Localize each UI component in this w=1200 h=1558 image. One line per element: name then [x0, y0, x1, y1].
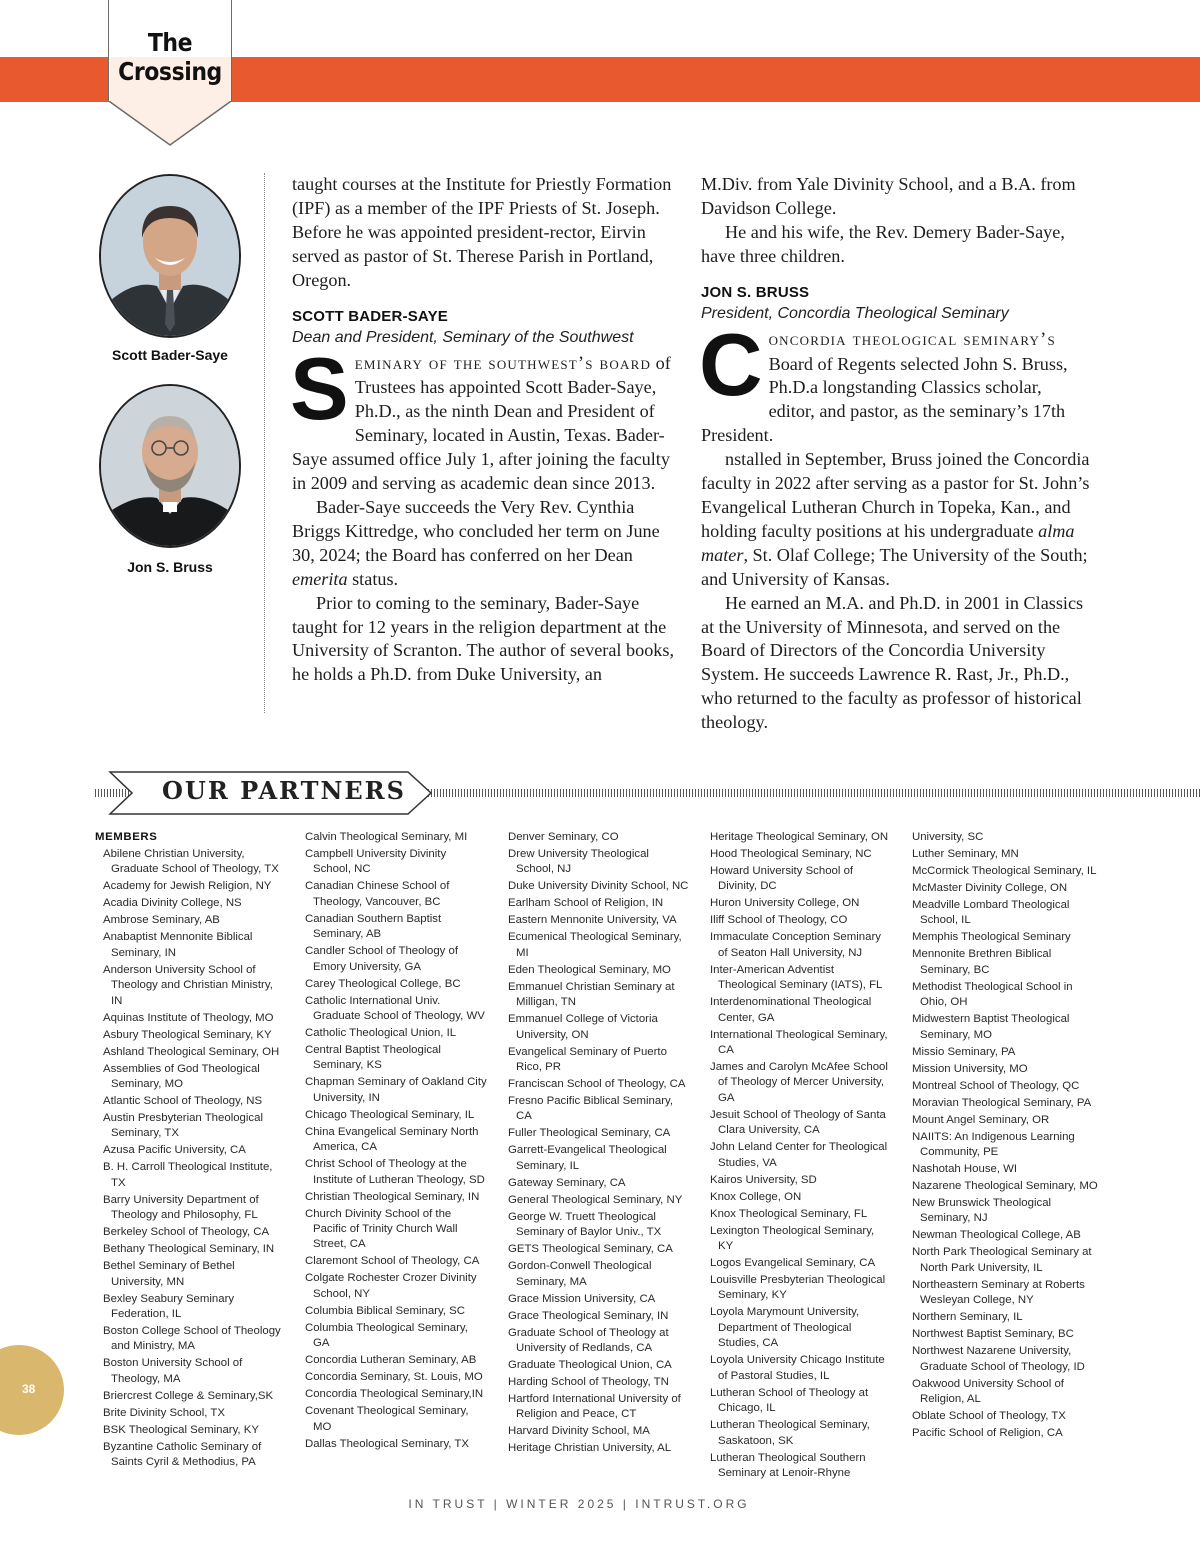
partner-item: Pacific School of Religion, CA — [912, 1427, 1063, 1440]
partner-item: Northwest Nazarene University, Graduate School of Theology, ID — [912, 1345, 1085, 1373]
partner-item: Ecumenical Theological Seminary, MI — [508, 931, 682, 959]
partner-item: Carey Theological College, BC — [305, 977, 461, 990]
partner-item: Church Divinity School of the Pacific of Trinity Church Wall Street, CA — [305, 1207, 458, 1251]
partners-column-1 — [95, 830, 285, 1472]
partner-item: Northern Seminary, IL — [912, 1311, 1023, 1324]
partner-item: Harvard Divinity School, MA — [508, 1425, 650, 1438]
members-heading: MEMBERS — [95, 831, 158, 843]
partner-item: Oakwood University School of Religion, AL — [912, 1377, 1064, 1406]
partner-item: Mission University, MO — [912, 1062, 1028, 1075]
partner-item: Lexington Theological Seminary, KY — [710, 1224, 875, 1253]
col2-paragraph-1: M.Div. from Yale Divinity School, and a B.A. from Davidson College. — [701, 174, 1076, 218]
partner-item: Immaculate Conception Seminary of Seaton Hall University, NJ — [710, 931, 881, 959]
partners-column-3 — [500, 830, 690, 1458]
partner-item: Dallas Theological Seminary, TX — [305, 1437, 469, 1450]
col2-paragraph-2: He and his wife, the Rev. Demery Bader-Saye, have three children. — [701, 221, 1065, 266]
partner-item: Huron University College, ON — [710, 897, 860, 910]
partner-item: Lutheran Theological Southern Seminary at Lenoir-Rhyne — [710, 1451, 866, 1479]
partners-column-5 — [904, 830, 1098, 1443]
partner-item: McCormick Theological Seminary, IL — [912, 865, 1097, 877]
partner-item: Logos Evangelical Seminary, CA — [710, 1257, 876, 1270]
portrait-scott-image — [101, 176, 239, 336]
partner-item: Oblate School of Theology, TX — [912, 1410, 1066, 1423]
partner-item: Catholic Theological Union, IL — [305, 1027, 457, 1040]
partner-item: Loyola University Chicago Institute of Pastoral Studies, IL — [710, 1354, 885, 1382]
partner-item: Concordia Lutheran Seminary, AB — [305, 1354, 477, 1367]
partner-item: Catholic International Univ. Graduate School of Theology, WV — [305, 994, 485, 1023]
scott-paragraph-2: Bader-Saye succeeds the Very Rev. Cynthia Briggs Kittredge, who concluded her term on June 30, 2024; the Board has conferred on her Dean emerita status. — [292, 496, 660, 589]
partner-item: Nashotah House, WI — [912, 1163, 1018, 1176]
partner-item: Iliff School of Theology, CO — [710, 914, 848, 927]
partner-item: Emmanuel Christian Seminary at Milligan, TN — [508, 980, 675, 1009]
spacer — [292, 293, 682, 307]
partner-item: General Theological Seminary, NY — [508, 1193, 683, 1206]
partners-list — [297, 830, 487, 1452]
partner-item: Graduate School of Theology at University of Redlands, CA — [508, 1326, 669, 1355]
jon-paragraph-1 — [699, 314, 1091, 449]
partner-item: Central Baptist Theological Seminary, KS — [305, 1044, 441, 1072]
partner-item: Columbia Theological Seminary, GA — [305, 1321, 468, 1350]
partner-item: Boston College School of Theology and Ministry, MA — [103, 1325, 281, 1353]
partner-item: Eastern Mennonite University, VA — [508, 914, 677, 927]
partner-item: Hartford International University of Religion and Peace, CT — [508, 1393, 681, 1421]
partner-item: Bexley Seabury Seminary Federation, IL — [103, 1292, 235, 1321]
partner-item: Chicago Theological Seminary, IL — [305, 1108, 475, 1121]
partner-item: Brite Divinity School, TX — [103, 1406, 225, 1419]
partner-item: Eden Theological Seminary, MO — [508, 963, 671, 976]
partner-item: Grace Mission University, CA — [508, 1292, 656, 1305]
partner-item: Acadia Divinity College, NS — [103, 897, 242, 910]
partner-item: Northwest Baptist Seminary, BC — [912, 1328, 1074, 1341]
partner-item: Briercrest College & Seminary,SK — [103, 1389, 274, 1402]
partner-item: Howard University School of Divinity, DC — [710, 865, 854, 893]
partner-item: Bethany Theological Seminary, IN — [103, 1243, 275, 1256]
partner-item: Heritage Christian University, AL — [508, 1442, 672, 1455]
partner-item: Heritage Theological Seminary, ON — [710, 831, 889, 843]
partner-item: Candler School of Theology of Emory University, GA — [305, 945, 459, 973]
partner-item: Lutheran School of Theology at Chicago, IL — [710, 1386, 869, 1415]
partner-item: Boston University School of Theology, MA — [103, 1357, 243, 1385]
portrait-scott-bader-saye — [99, 174, 241, 338]
partner-item: Moravian Theological Seminary, PA — [912, 1096, 1092, 1109]
article-column-2 — [701, 173, 1091, 735]
partner-item: Berkeley School of Theology, CA — [103, 1226, 270, 1239]
partner-item: Lutheran Theological Seminary, Saskatoon, SK — [710, 1419, 870, 1447]
portrait-jon-image — [101, 386, 239, 546]
partner-item: Atlantic School of Theology, NS — [103, 1095, 263, 1108]
partner-item: Covenant Theological Seminary, MO — [305, 1405, 469, 1433]
partner-item: Assemblies of God Theological Seminary, MO — [103, 1062, 260, 1091]
partner-item: Austin Presbyterian Theological Seminary, TX — [103, 1112, 263, 1140]
page-number: 38 — [22, 1382, 36, 1396]
partner-item: Christian Theological Seminary, IN — [305, 1190, 480, 1203]
partner-item: International Theological Seminary, CA — [710, 1028, 888, 1057]
profile-role-jon: President, Concordia Theological Seminary — [701, 304, 1009, 322]
partner-item: Ambrose Seminary, AB — [103, 914, 220, 927]
partners-column-4 — [702, 830, 892, 1483]
intro-paragraph: taught courses at the Institute for Priestly Formation (IPF) as a member of the IPF Priests of St. Joseph. Before he was appointed president-rector, Eirvin served as pastor of St. Therese Parish in Portland, Oregon. — [292, 174, 672, 290]
partner-item: Canadian Southern Baptist Seminary, AB — [305, 912, 442, 941]
partner-item: Azusa Pacific University, CA — [103, 1144, 246, 1157]
partners-list — [500, 830, 690, 1457]
partner-item: Byzantine Catholic Seminary of Saints Cyril & Methodius, PA — [103, 1440, 262, 1469]
partner-item: Louisville Presbyterian Theological Seminary, KY — [710, 1274, 886, 1302]
partner-item: Interdenominational Theological Center, GA — [710, 996, 872, 1024]
jon-paragraph-3: He earned an M.A. and Ph.D. in 2001 in Classics at the University of Minnesota, and served on the Board of Directors of the Concordia University System. He succeeds Lawrence R. Rast, Jr., Ph.D., who returned to the faculty as professor of historical theology. — [701, 592, 1084, 733]
partner-item: John Leland Center for Theological Studies, VA — [710, 1141, 888, 1169]
partner-item: Franciscan School of Theology, CA — [508, 1078, 686, 1091]
article-column-1 — [292, 173, 682, 687]
partner-item: Jesuit School of Theology of Santa Clara University, CA — [710, 1108, 886, 1137]
portrait-jon-bruss — [99, 384, 241, 548]
partner-item: George W. Truett Theological Seminary of Baylor Univ., TX — [508, 1210, 662, 1239]
partner-item: Hood Theological Seminary, NC — [710, 848, 872, 860]
paragraph-text: Board of Regents selected John S. Bruss, Ph.D.a longstanding Classics scholar, editor, and pastor, as the seminary’s 17th President. — [701, 353, 1068, 446]
partner-item: Aquinas Institute of Theology, MO — [103, 1011, 274, 1024]
partner-item: B. H. Carroll Theological Institute, TX — [103, 1161, 273, 1189]
footer-masthead: IN TRUST | WINTER 2025 | INTRUST.ORG — [408, 1497, 750, 1511]
partner-item: Mount Angel Seminary, OR — [912, 1113, 1050, 1126]
partner-item: Harding School of Theology, TN — [508, 1376, 669, 1389]
drop-cap: C — [699, 314, 763, 414]
scott-paragraph-3: Prior to coming to the seminary, Bader-Saye taught for 12 years in the religion department at the University of Scranton. The author of several books, he holds a Ph.D. from Duke University, an — [292, 592, 675, 685]
partner-item: Gordon-Conwell Theological Seminary, MA — [508, 1260, 652, 1288]
partners-list — [702, 830, 892, 1481]
partner-item: Anabaptist Mennonite Biblical Seminary, IN — [103, 931, 253, 959]
paragraph-text: of Trustees has appointed Scott Bader-Saye, Ph.D., as the ninth Dean and President of Seminary, located in Austin, Texas. Bader-Saye assumed office July 1, after joining the faculty in 2009 and serving as academic dean since 2013. — [292, 352, 671, 494]
partner-item: China Evangelical Seminary North America, CA — [305, 1125, 479, 1154]
partners-title: OUR PARTNERS — [162, 776, 406, 805]
partner-item: Bethel Seminary of Bethel University, MN — [103, 1260, 235, 1288]
partner-item: Newman Theological College, AB — [912, 1229, 1081, 1242]
partner-item: Memphis Theological Seminary — [912, 931, 1071, 944]
portrait-caption: Jon S. Bruss — [127, 559, 213, 575]
partner-item: Christ School of Theology at the Institute of Lutheran Theology, SD — [305, 1158, 485, 1186]
partner-item: Graduate Theological Union, CA — [508, 1359, 672, 1372]
partner-item: Kairos University, SD — [710, 1173, 817, 1186]
partner-item: Campbell University Divinity School, NC — [305, 848, 447, 876]
partner-item: Fuller Theological Seminary, CA — [508, 1127, 671, 1140]
portrait-caption: Scott Bader-Saye — [112, 347, 228, 363]
lead-in: eminary of the southwest’s board — [354, 353, 652, 374]
section-title: The Crossing — [118, 28, 222, 86]
profile-role-scott: Dean and President, Seminary of the Southwest — [292, 328, 634, 346]
partner-item: Duke University Divinity School, NC — [508, 880, 689, 893]
partner-item: Earlham School of Religion, IN — [508, 897, 664, 910]
partner-item: Missio Seminary, PA — [912, 1045, 1016, 1058]
section-tab-point — [108, 101, 232, 147]
partner-item: Canadian Chinese School of Theology, Vancouver, BC — [305, 880, 450, 908]
partner-item: Methodist Theological School in Ohio, OH — [912, 980, 1073, 1009]
partner-item: Emmanuel College of Victoria University, ON — [508, 1013, 658, 1041]
partner-item: Colgate Rochester Crozer Divinity School, NY — [305, 1272, 477, 1300]
partner-item: University, SC — [912, 831, 984, 843]
partner-item: Barry University Department of Theology and Philosophy, FL — [103, 1193, 259, 1222]
partner-item: Knox College, ON — [710, 1190, 802, 1203]
partner-item: Nazarene Theological Seminary, MO — [912, 1180, 1098, 1193]
partner-item: New Brunswick Theological Seminary, NJ — [912, 1197, 1052, 1225]
partner-item: Anderson University School of Theology and Christian Ministry, IN — [103, 963, 273, 1007]
partners-list — [95, 847, 285, 1471]
partner-item: NAIITS: An Indigenous Learning Community, PE — [912, 1130, 1075, 1159]
partner-item: Academy for Jewish Religion, NY — [103, 880, 272, 893]
partner-item: Concordia Theological Seminary,IN — [305, 1388, 484, 1401]
partner-item: Ashland Theological Seminary, OH — [103, 1045, 280, 1058]
partner-item: Fresno Pacific Biblical Seminary, CA — [508, 1095, 674, 1123]
partner-item: James and Carolyn McAfee School of Theology of Mercer University, GA — [710, 1061, 888, 1104]
drop-cap: S — [290, 338, 349, 438]
partner-item: Chapman Seminary of Oakland City University, IN — [305, 1076, 487, 1104]
partner-item: Claremont School of Theology, CA — [305, 1255, 480, 1268]
profile-name-scott: SCOTT BADER-SAYE — [292, 307, 448, 325]
partner-item: Asbury Theological Seminary, KY — [103, 1028, 272, 1041]
partners-column-2 — [297, 830, 487, 1454]
jon-paragraph-2: nstalled in September, Bruss joined the Concordia faculty in 2022 after serving as a pastor for St. John’s Evangelical Lutheran Church in Topeka, Kan., and holding faculty positions at his undergraduate alma mater, St. Olaf College; The University of the South; and University of Kansas. — [701, 449, 1090, 589]
partner-item: Evangelical Seminary of Puerto Rico, PR — [508, 1045, 667, 1074]
partners-list — [904, 830, 1098, 1441]
partner-item: North Park Theological Seminary at North Park University, IL — [912, 1246, 1092, 1274]
partner-item: Grace Theological Seminary, IN — [508, 1309, 669, 1322]
partner-item: Montreal School of Theology, QC — [912, 1079, 1080, 1092]
partner-item: Knox Theological Seminary, FL — [710, 1207, 868, 1220]
partner-item: GETS Theological Seminary, CA — [508, 1243, 673, 1256]
partner-item: Denver Seminary, CO — [508, 831, 619, 843]
partner-item: Loyola Marymount University, Department of Theological Studies, CA — [710, 1306, 860, 1350]
partner-item: Columbia Biblical Seminary, SC — [305, 1304, 465, 1317]
partner-item: Northeastern Seminary at Roberts Wesleyan College, NY — [912, 1278, 1085, 1307]
partner-item: Abilene Christian University, Graduate School of Theology, TX — [103, 848, 279, 876]
partner-item: Drew University Theological School, NJ — [508, 848, 649, 876]
profile-name-jon: JON S. BRUSS — [701, 283, 810, 301]
partner-item: Garrett-Evangelical Theological Seminary, IL — [508, 1144, 667, 1172]
column-rule — [264, 173, 265, 713]
partner-item: Inter-American Adventist Theological Seminary (IATS), FL — [710, 963, 883, 992]
partner-item: Mennonite Brethren Biblical Seminary, BC — [912, 948, 1052, 976]
partner-item: Luther Seminary, MN — [912, 848, 1019, 860]
partner-item: Meadville Lombard Theological School, IL — [912, 899, 1070, 927]
partner-item: McMaster Divinity College, ON — [912, 882, 1068, 894]
spacer — [701, 269, 1091, 283]
partner-item: Gateway Seminary, CA — [508, 1176, 626, 1189]
partner-item: Midwestern Baptist Theological Seminary, MO — [912, 1013, 1070, 1041]
partner-item: Calvin Theological Seminary, MI — [305, 831, 468, 843]
partner-item: Concordia Seminary, St. Louis, MO — [305, 1371, 483, 1384]
lead-in: oncordia theological seminary’s — [768, 329, 1056, 350]
scott-paragraph-1 — [290, 338, 682, 496]
partner-item: BSK Theological Seminary, KY — [103, 1423, 259, 1436]
